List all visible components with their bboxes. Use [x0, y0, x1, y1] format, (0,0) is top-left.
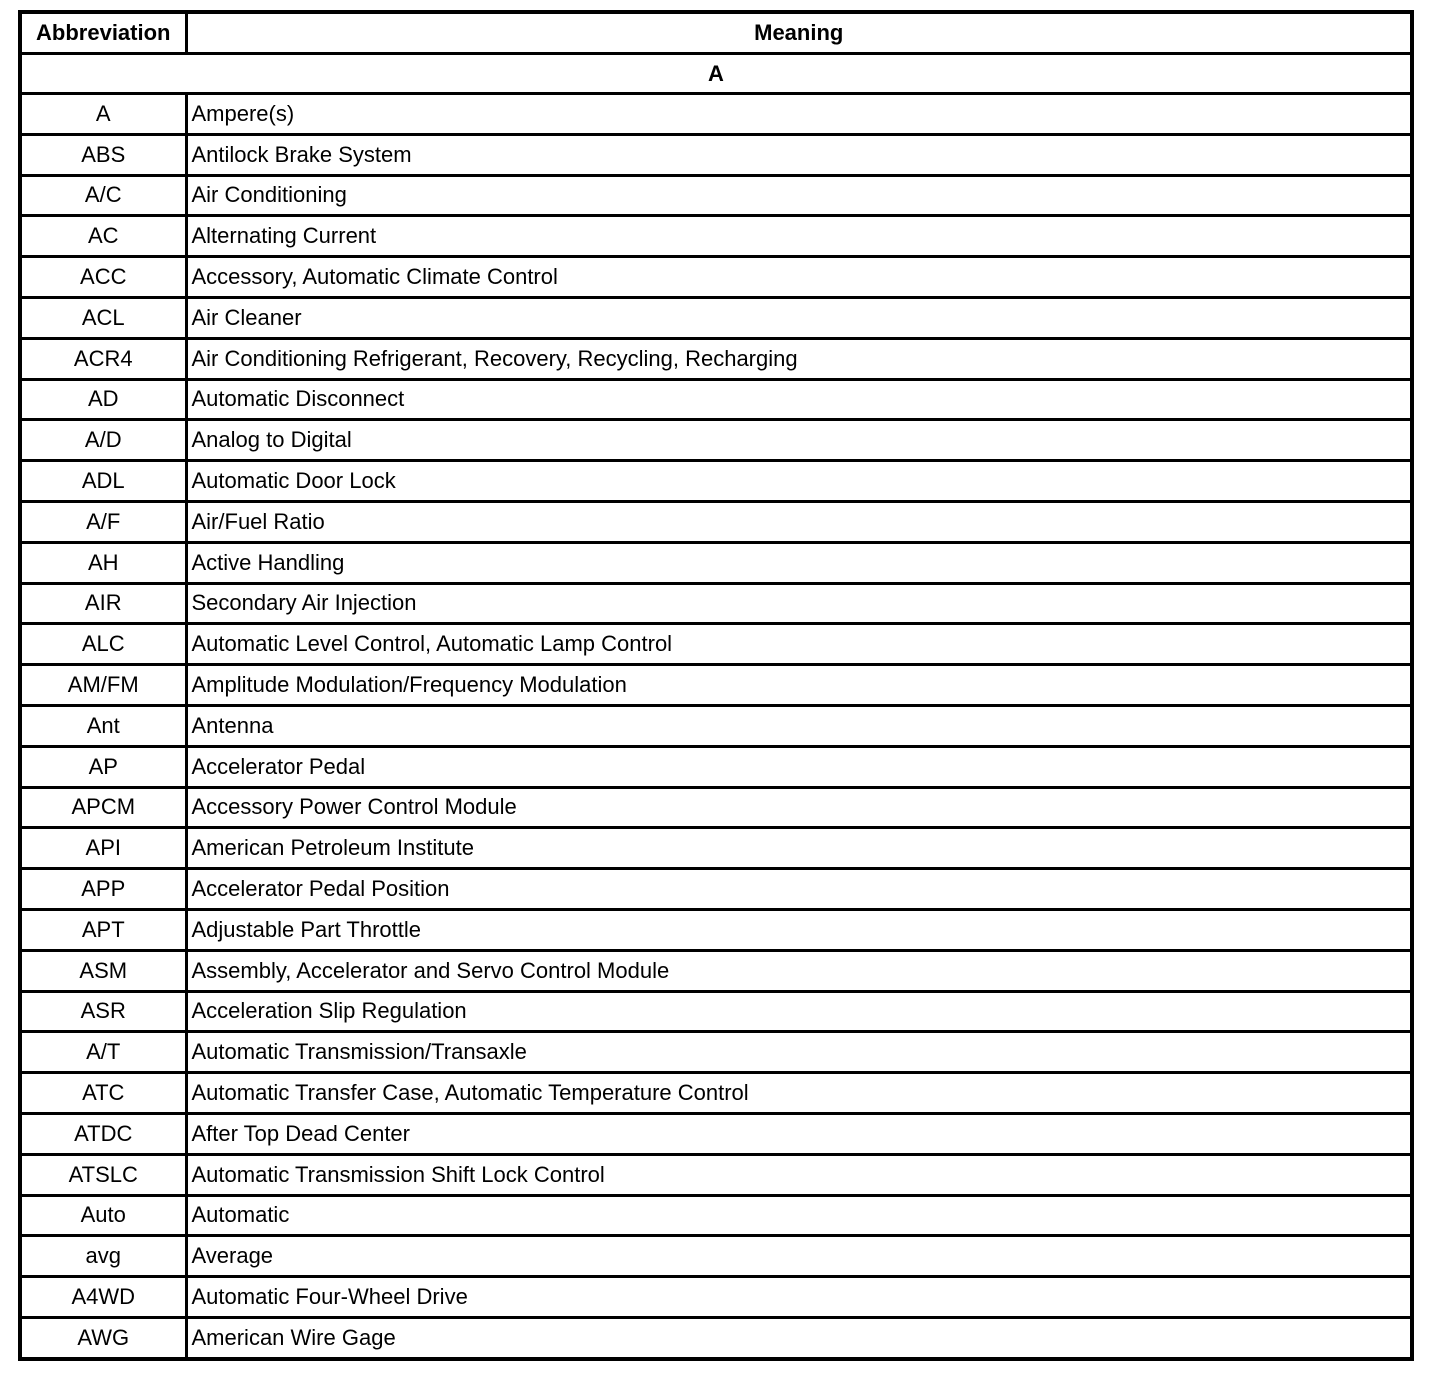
abbreviation-cell: ABS: [20, 134, 186, 175]
abbreviation-cell: Auto: [20, 1195, 186, 1236]
table-row: [20, 1032, 1412, 1073]
abbreviation-cell: A/D: [20, 420, 186, 461]
table-row: [20, 828, 1412, 869]
table-row: [20, 501, 1412, 542]
meaning-cell: Antenna: [186, 705, 1412, 746]
table-row: [20, 216, 1412, 257]
abbreviation-cell: Ant: [20, 705, 186, 746]
table-row: [20, 338, 1412, 379]
abbreviation-cell: APCM: [20, 787, 186, 828]
abbreviation-cell: A4WD: [20, 1277, 186, 1318]
meaning-cell: After Top Dead Center: [186, 1113, 1412, 1154]
abbreviation-cell: ATDC: [20, 1113, 186, 1154]
abbreviation-cell: AWG: [20, 1317, 186, 1358]
meaning-cell: Secondary Air Injection: [186, 583, 1412, 624]
abbreviation-cell: A/F: [20, 501, 186, 542]
meaning-header: Meaning: [186, 12, 1412, 54]
abbreviation-cell: ATSLC: [20, 1154, 186, 1195]
section-heading: A: [20, 54, 1412, 94]
section-row: [20, 54, 1412, 94]
meaning-cell: Automatic Transfer Case, Automatic Temperature Control: [186, 1073, 1412, 1114]
meaning-cell: Automatic Level Control, Automatic Lamp Control: [186, 624, 1412, 665]
abbreviation-cell: ACL: [20, 297, 186, 338]
table-row: [20, 461, 1412, 502]
meaning-cell: Automatic: [186, 1195, 1412, 1236]
table-row: [20, 787, 1412, 828]
header-row: [20, 12, 1412, 54]
table-row: [20, 1236, 1412, 1277]
meaning-cell: Amplitude Modulation/Frequency Modulation: [186, 665, 1412, 706]
meaning-cell: Analog to Digital: [186, 420, 1412, 461]
table-row: [20, 583, 1412, 624]
table-row: [20, 1154, 1412, 1195]
abbreviation-cell: ASM: [20, 950, 186, 991]
table-row: [20, 297, 1412, 338]
meaning-cell: Active Handling: [186, 542, 1412, 583]
table-row: [20, 991, 1412, 1032]
meaning-cell: Ampere(s): [186, 94, 1412, 135]
abbreviation-cell: A/C: [20, 175, 186, 216]
abbreviation-cell: A: [20, 94, 186, 135]
meaning-cell: Accelerator Pedal: [186, 746, 1412, 787]
table-row: [20, 1113, 1412, 1154]
abbreviation-cell: APP: [20, 869, 186, 910]
abbreviation-cell: ACR4: [20, 338, 186, 379]
table-row: [20, 909, 1412, 950]
abbreviation-cell: ALC: [20, 624, 186, 665]
meaning-cell: Assembly, Accelerator and Servo Control Module: [186, 950, 1412, 991]
table-row: [20, 94, 1412, 135]
table-row: [20, 542, 1412, 583]
meaning-cell: Air Cleaner: [186, 297, 1412, 338]
table-row: [20, 869, 1412, 910]
table-row: [20, 134, 1412, 175]
table-row: [20, 420, 1412, 461]
abbreviation-cell: APT: [20, 909, 186, 950]
table-row: [20, 175, 1412, 216]
meaning-cell: Antilock Brake System: [186, 134, 1412, 175]
meaning-cell: Automatic Four-Wheel Drive: [186, 1277, 1412, 1318]
abbreviation-cell: ATC: [20, 1073, 186, 1114]
abbreviation-cell: ACC: [20, 257, 186, 298]
abbreviation-cell: avg: [20, 1236, 186, 1277]
abbreviation-cell: ADL: [20, 461, 186, 502]
meaning-cell: Automatic Transmission/Transaxle: [186, 1032, 1412, 1073]
table-row: [20, 1317, 1412, 1358]
table-row: [20, 1195, 1412, 1236]
meaning-cell: Accessory, Automatic Climate Control: [186, 257, 1412, 298]
meaning-cell: American Petroleum Institute: [186, 828, 1412, 869]
table-row: [20, 746, 1412, 787]
table-row: [20, 705, 1412, 746]
abbreviation-cell: ASR: [20, 991, 186, 1032]
meaning-cell: Automatic Door Lock: [186, 461, 1412, 502]
table-row: [20, 950, 1412, 991]
meaning-cell: Air Conditioning: [186, 175, 1412, 216]
abbreviations-table: [18, 10, 1414, 1361]
abbreviation-cell: AH: [20, 542, 186, 583]
meaning-cell: Air/Fuel Ratio: [186, 501, 1412, 542]
abbreviation-cell: AIR: [20, 583, 186, 624]
abbreviation-cell: AD: [20, 379, 186, 420]
meaning-cell: Automatic Transmission Shift Lock Control: [186, 1154, 1412, 1195]
abbreviation-cell: AC: [20, 216, 186, 257]
meaning-cell: Air Conditioning Refrigerant, Recovery, Recycling, Recharging: [186, 338, 1412, 379]
meaning-cell: Automatic Disconnect: [186, 379, 1412, 420]
abbreviation-cell: AM/FM: [20, 665, 186, 706]
meaning-cell: Alternating Current: [186, 216, 1412, 257]
table-row: [20, 1073, 1412, 1114]
abbreviation-header: Abbreviation: [20, 12, 186, 54]
table-row: [20, 257, 1412, 298]
meaning-cell: Accelerator Pedal Position: [186, 869, 1412, 910]
abbreviation-cell: AP: [20, 746, 186, 787]
table-row: [20, 1277, 1412, 1318]
meaning-cell: Average: [186, 1236, 1412, 1277]
abbreviation-cell: A/T: [20, 1032, 186, 1073]
meaning-cell: Accessory Power Control Module: [186, 787, 1412, 828]
table-row: [20, 665, 1412, 706]
meaning-cell: American Wire Gage: [186, 1317, 1412, 1358]
meaning-cell: Adjustable Part Throttle: [186, 909, 1412, 950]
abbreviation-cell: API: [20, 828, 186, 869]
meaning-cell: Acceleration Slip Regulation: [186, 991, 1412, 1032]
table-row: [20, 624, 1412, 665]
table-row: [20, 379, 1412, 420]
